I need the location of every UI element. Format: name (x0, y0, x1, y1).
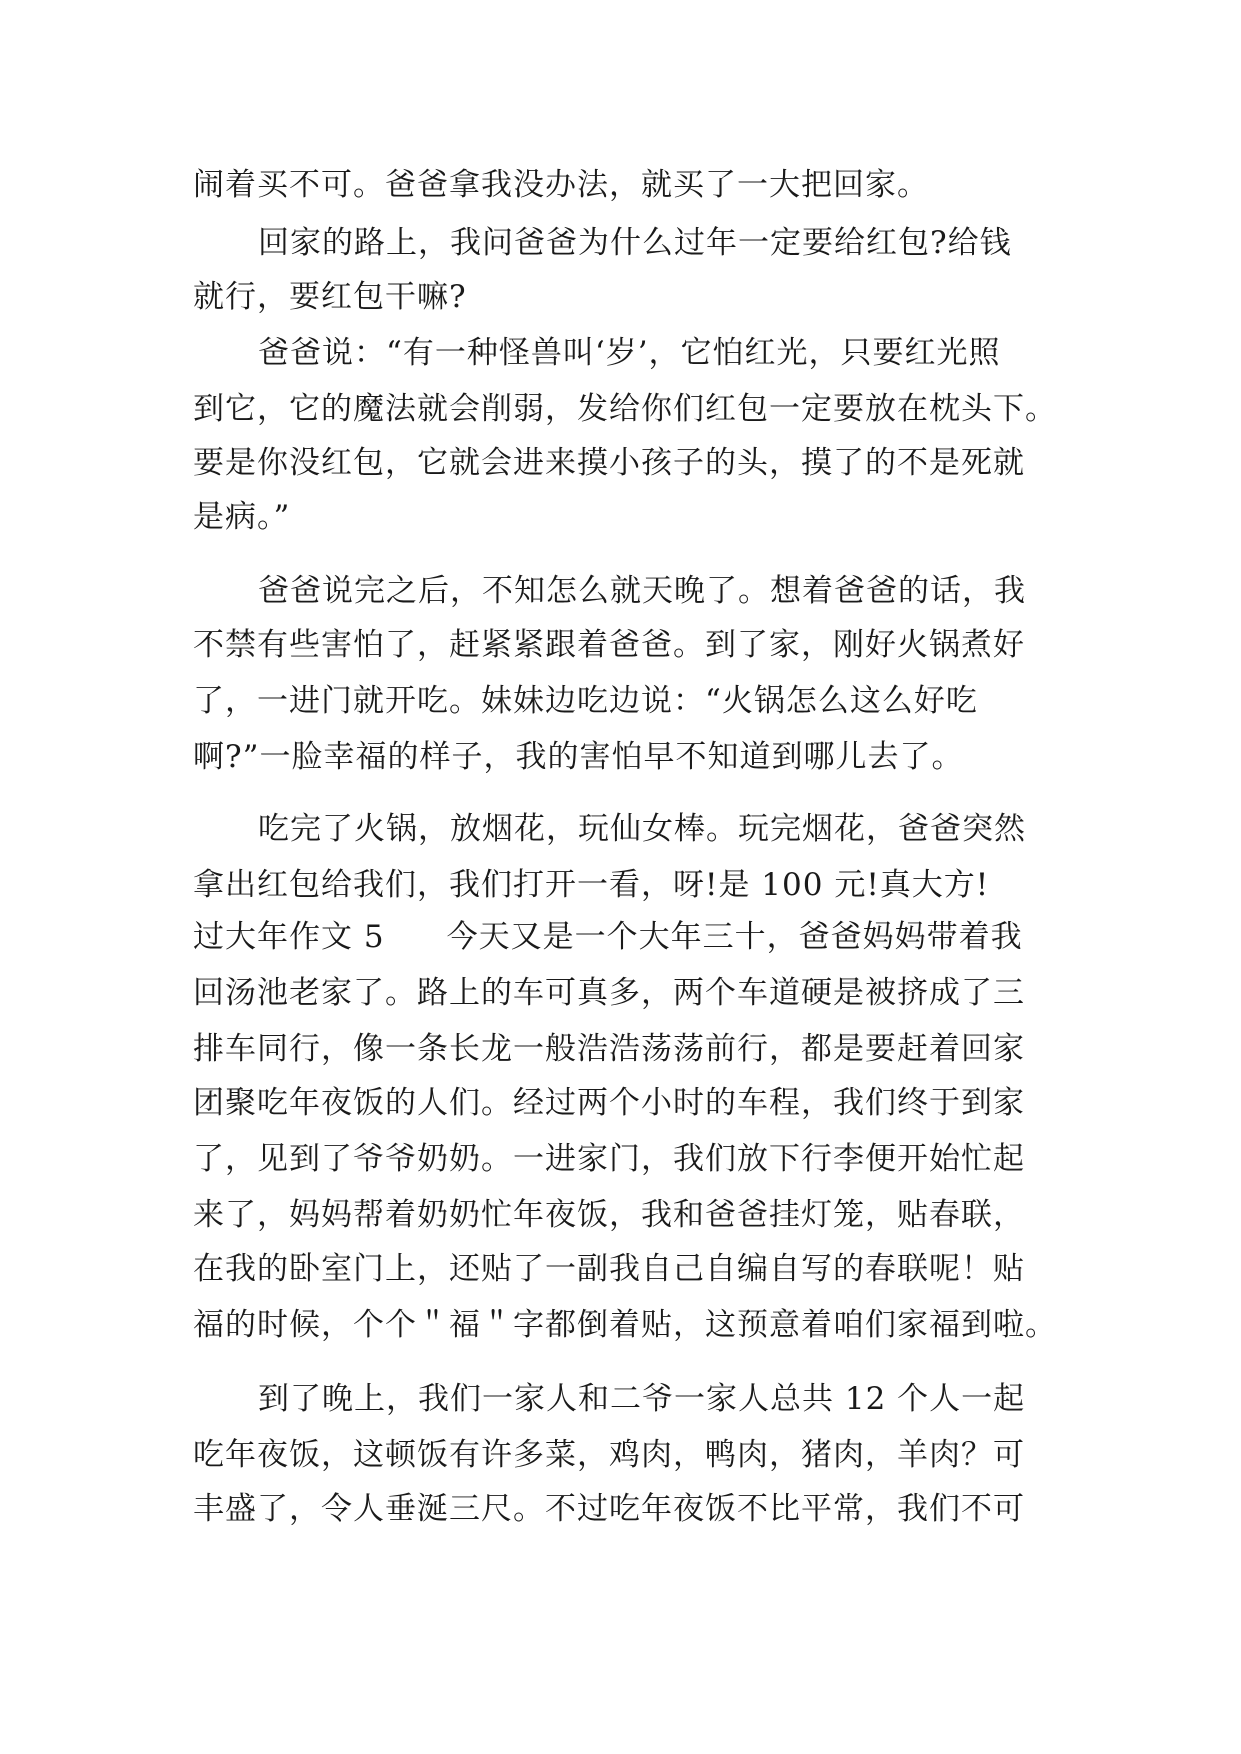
text-line: 是病。” (193, 499, 291, 535)
text-line: 吃年夜饭，这顿饭有许多菜，鸡肉，鸭肉，猪肉，羊肉？可 (193, 1437, 1025, 1473)
text-line: 福的时候，个个＂福＂字都倒着贴，这预意着咱们家福到啦。 (193, 1307, 1057, 1343)
text-line: 闹着买不可。爸爸拿我没办法，就买了一大把回家。 (193, 167, 929, 203)
text-span: 今天又是一个大年三十，爸爸妈妈带着我 (446, 919, 1023, 955)
text-line: 爸爸说完之后，不知怎么就天晚了。想着爸爸的话，我 (258, 573, 1026, 609)
text-line: 吃完了火锅，放烟花，玩仙女棒。玩完烟花，爸爸突然 (258, 811, 1026, 847)
text-line: 来了，妈妈帮着奶奶忙年夜饭，我和爸爸挂灯笼，贴春联， (193, 1197, 1025, 1233)
text-line: 回家的路上，我问爸爸为什么过年一定要给红包?给钱 (258, 225, 1012, 261)
text-line: 排车同行，像一条长龙一般浩浩荡荡前行，都是要赶着回家 (193, 1031, 1025, 1067)
text-line: 就行，要红包干嘛? (193, 279, 467, 315)
text-line: 爸爸说：“有一种怪兽叫‘岁’，它怕红光，只要红光照 (258, 335, 1001, 371)
text-line: 团聚吃年夜饭的人们。经过两个小时的车程，我们终于到家 (193, 1085, 1025, 1121)
section-heading: 过大年作文 5 (193, 919, 385, 955)
text-line: 不禁有些害怕了，赶紧紧跟着爸爸。到了家，刚好火锅煮好 (193, 627, 1025, 663)
text-line: 丰盛了，令人垂涎三尺。不过吃年夜饭不比平常，我们不可 (193, 1491, 1025, 1527)
text-line: 啊?”一脸幸福的样子，我的害怕早不知道到哪儿去了。 (193, 739, 964, 775)
text-line: 回汤池老家了。路上的车可真多，两个车道硬是被挤成了三 (193, 975, 1025, 1011)
text-line (193, 908, 1053, 966)
text-line: 了，一进门就开吃。妹妹边吃边说：“火锅怎么这么好吃 (193, 683, 978, 719)
text-line: 在我的卧室门上，还贴了一副我自己自编自写的春联呢！贴 (193, 1251, 1025, 1287)
text-line: 要是你没红包，它就会进来摸小孩子的头，摸了的不是死就 (193, 445, 1025, 481)
text-line: 到了晚上，我们一家人和二爷一家人总共 12 个人一起 (258, 1381, 1026, 1417)
text-line: 拿出红包给我们，我们打开一看，呀!是 100 元!真大方! (193, 867, 990, 903)
text-line: 到它，它的魔法就会削弱，发给你们红包一定要放在枕头下。 (193, 391, 1057, 427)
text-line: 了，见到了爷爷奶奶。一进家门，我们放下行李便开始忙起 (193, 1141, 1025, 1177)
